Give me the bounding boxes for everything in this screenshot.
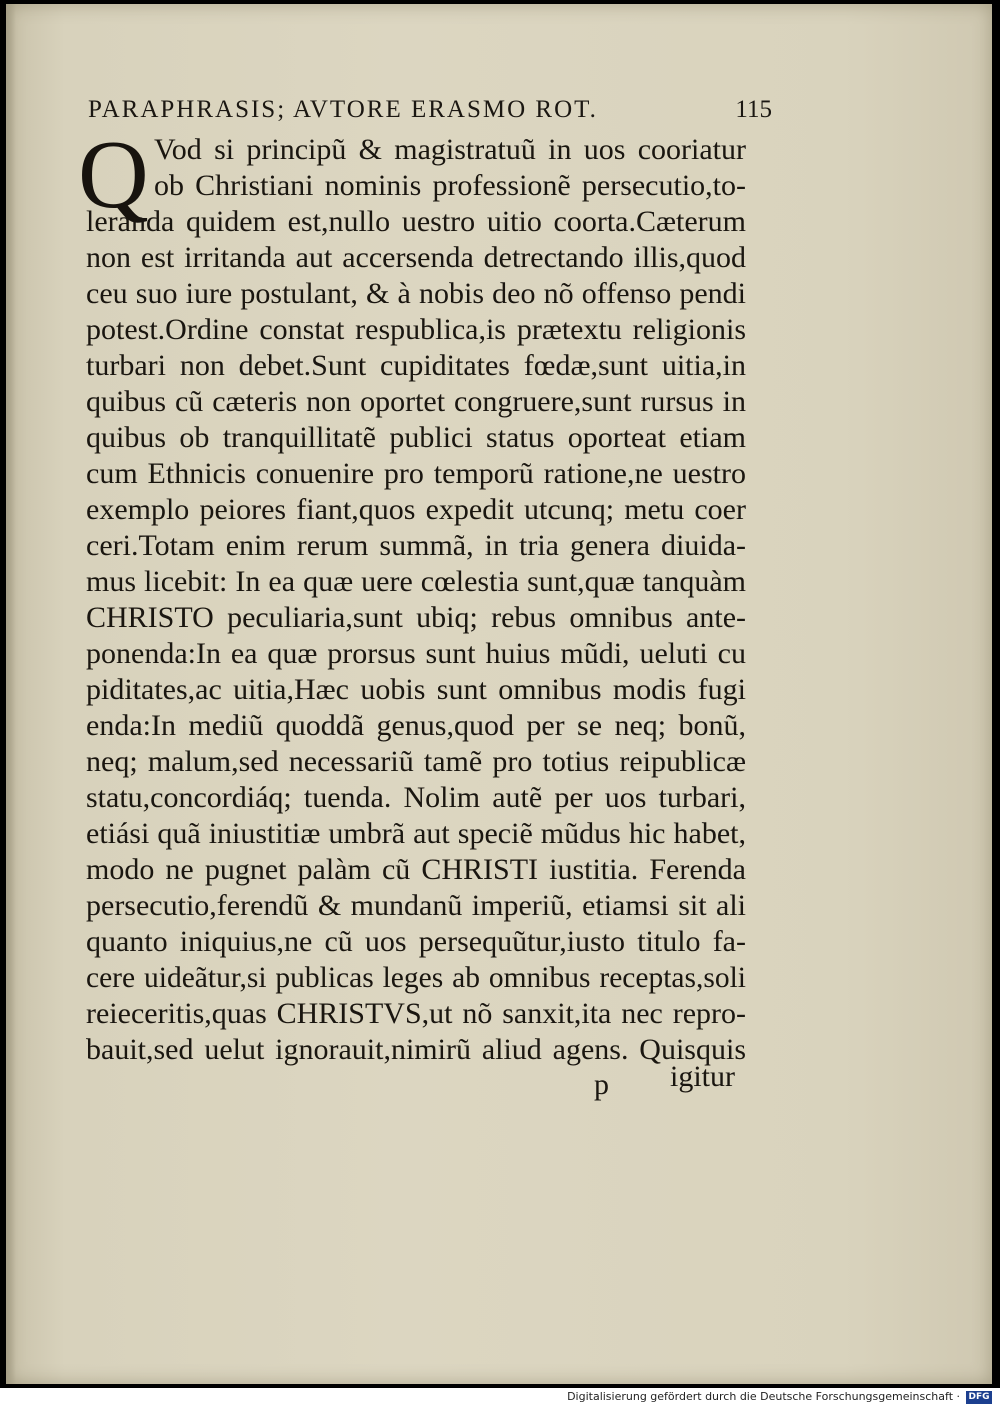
drop-cap: Q bbox=[78, 121, 149, 229]
text-line: reieceritis,quas CHRISTVS,ut nõ sanxit,ita nec repro- bbox=[86, 997, 746, 1030]
text-line: CHRISTO peculiaria,sunt ubiq; rebus omnibus ante- bbox=[86, 601, 746, 634]
text-line: exemplo peiores fiant,quos expedit utcunq; metu coer bbox=[86, 493, 746, 526]
text-line: non est irritanda aut accersenda detrectando illis,quod bbox=[86, 241, 746, 274]
folio-number: 115 bbox=[735, 96, 772, 123]
text-line: enda:In mediũ quoddã genus,quod per se neq; bonũ, bbox=[86, 709, 746, 742]
dfg-logo: DFG bbox=[966, 1391, 992, 1404]
text-line: persecutio,ferendũ & mundanũ imperiũ, etiamsi sit ali bbox=[86, 889, 746, 922]
text-line: etiási quã iniustitiæ umbrã aut speciẽ mũdus hic habet, bbox=[86, 817, 746, 850]
text-line: leranda quidem est,nullo uestro uitio coorta.Cæterum bbox=[86, 205, 746, 238]
text-line: ponenda:In ea quæ prorsus sunt huius mũdi, ueluti cu bbox=[86, 637, 746, 670]
text-line: quibus cũ cæteris non oportet congruere,sunt rursus in bbox=[86, 385, 746, 418]
text-line: ob Christiani nominis professionẽ persecutio,to- bbox=[154, 169, 746, 202]
text-line: Vod si principũ & magistratuũ in uos cooriatur bbox=[154, 133, 746, 166]
running-title: PARAPHRASIS; AVTORE ERASMO ROT. bbox=[88, 96, 598, 123]
text-line: bauit,sed uelut ignorauit,nimirũ aliud agens. Quisquis bbox=[86, 1033, 746, 1066]
text-line: ceu suo iure postulant, & à nobis deo nõ offenso pendi bbox=[86, 277, 746, 310]
catchword: igitur bbox=[670, 1060, 735, 1093]
text-line: ceri.Totam enim rerum summã, in tria genera diuida- bbox=[86, 529, 746, 562]
funding-credit: Digitalisierung gefördert durch die Deutsche Forschungsgemeinschaft · bbox=[567, 1390, 960, 1403]
text-line: neq; malum,sed necessariũ tamẽ pro totius reipublicæ bbox=[86, 745, 746, 778]
text-line: turbari non debet.Sunt cupiditates fœdæ,sunt uitia,in bbox=[86, 349, 746, 382]
digitization-footer bbox=[0, 1388, 1000, 1408]
text-line: statu,concordiáq; tuenda. Nolim autẽ per uos turbari, bbox=[86, 781, 746, 814]
text-line: cum Ethnicis conuenire pro temporũ ratione,ne uestro bbox=[86, 457, 746, 490]
running-head bbox=[88, 96, 778, 128]
text-line: quibus ob tranquillitatẽ publici status oporteat etiam bbox=[86, 421, 746, 454]
book-page bbox=[6, 4, 992, 1384]
text-line: quanto iniquius,ne cũ uos persequũtur,iusto titulo fa- bbox=[86, 925, 746, 958]
text-line: potest.Ordine constat respublica,is prætextu religionis bbox=[86, 313, 746, 346]
text-line: modo ne pugnet palàm cũ CHRISTI iustitia. Ferenda bbox=[86, 853, 746, 886]
text-block bbox=[78, 121, 746, 1092]
signature-mark: p bbox=[594, 1068, 609, 1101]
text-line: cere uideãtur,si publicas leges ab omnibus receptas,soli bbox=[86, 962, 746, 994]
text-line: mus licebit: In ea quæ uere cœlestia sunt,quæ tanquàm bbox=[86, 565, 746, 598]
text-line: piditates,ac uitia,Hæc uobis sunt omnibus modis fugi bbox=[86, 673, 746, 706]
